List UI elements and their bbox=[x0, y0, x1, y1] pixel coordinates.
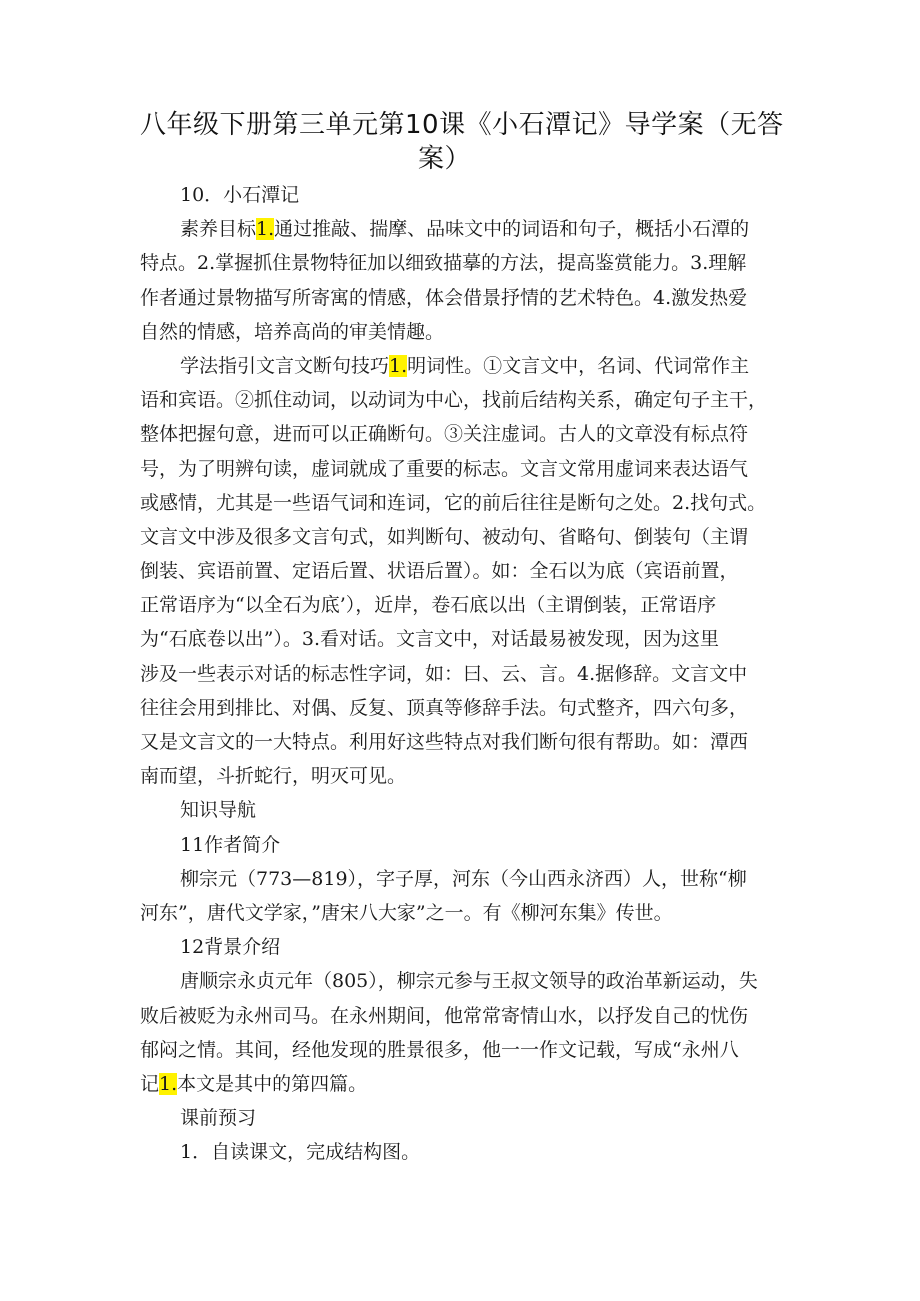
line-text: 知识导航 bbox=[180, 799, 257, 822]
title-line-2: 案） bbox=[418, 144, 472, 174]
text-line bbox=[140, 657, 790, 691]
line-text: 素养目标 bbox=[180, 218, 257, 241]
line-text: 倒装、宾语前置、定语后置、状语后置）。如：全石以为底（宾语前置， bbox=[140, 560, 739, 583]
text-line bbox=[140, 828, 790, 862]
text-line bbox=[140, 1101, 790, 1135]
line-text: 课前预习 bbox=[180, 1107, 257, 1130]
line-text: 又是文言文的一大特点。利用好这些特点对我们断句很有帮助。如：潭西 bbox=[140, 731, 749, 753]
text-line bbox=[140, 281, 790, 315]
text-line bbox=[140, 862, 790, 896]
text-line bbox=[140, 588, 790, 622]
line-text: 整体把握句意，进而可以正确断句。③关注虚词。古人的文章没有标点符 bbox=[140, 423, 749, 446]
text-line bbox=[140, 1067, 790, 1101]
line-text: 正常语序为“以全石为底’），近岸，卷石底以出（主谓倒装，正常语序 bbox=[140, 594, 717, 617]
text-line bbox=[140, 622, 790, 656]
text-line bbox=[140, 383, 790, 417]
highlighted-number: 1. bbox=[159, 1072, 178, 1095]
line-text: 特点。2.掌握抓住景物特征加以细致描摹的方法，提高鉴赏能力。3.理解 bbox=[140, 252, 747, 275]
line-text: 河东”，唐代文学家，”唐宋八大家”之一。有《柳河东集》传世。 bbox=[140, 901, 673, 924]
line-text: 为“石底卷以出”）。3.看对话。文言文中，对话最易被发现，因为这里 bbox=[140, 628, 720, 651]
text-line bbox=[140, 999, 790, 1033]
text-line bbox=[140, 178, 790, 212]
text-line bbox=[140, 930, 790, 964]
text-line bbox=[140, 417, 790, 451]
text-line bbox=[140, 725, 790, 759]
line-text: 记 bbox=[140, 1072, 160, 1095]
highlighted-number: 1. bbox=[389, 354, 408, 377]
line-text: 语和宾语。②抓住动词，以动词为中心，找前后结构关系，确定句子主干， bbox=[140, 389, 768, 412]
text-line bbox=[140, 1135, 790, 1169]
line-text: 11作者简介 bbox=[180, 833, 281, 856]
line-text: 涉及一些表示对话的标志性字词，如：曰、云、言。4.据修辞。文言文中 bbox=[140, 662, 748, 685]
text-line bbox=[140, 349, 790, 383]
text-line bbox=[140, 554, 790, 588]
text-line bbox=[140, 964, 790, 998]
line-text: 12背景介绍 bbox=[180, 936, 281, 959]
text-line bbox=[140, 896, 790, 930]
line-text: 自然的情感，培养高尚的审美情趣。 bbox=[140, 320, 445, 343]
text-line bbox=[140, 212, 790, 246]
text-line bbox=[140, 315, 790, 349]
text-line bbox=[140, 793, 790, 827]
document-title bbox=[140, 108, 800, 176]
line-text: 柳宗元（773—819），字子厚，河东（今山西永济西）人，世称“柳 bbox=[180, 867, 747, 890]
line-text: 文言文中涉及很多文言句式，如判断句、被动句、省略句、倒装句（主谓 bbox=[140, 525, 749, 548]
line-text-continued: 通过推敲、揣摩、品味文中的词语和句子，概括小石潭的 bbox=[274, 218, 750, 241]
text-line bbox=[140, 486, 790, 520]
line-text: 郁闷之情。其间，经他发现的胜景很多，他一一作文记载，写成“永州八 bbox=[140, 1038, 739, 1061]
text-line bbox=[140, 520, 790, 554]
text-line bbox=[140, 246, 790, 280]
line-text: 作者通过景物描写所寄寓的情感，体会借景抒情的艺术特色。4.激发热爱 bbox=[140, 286, 748, 309]
highlighted-number: 1. bbox=[256, 218, 275, 241]
line-text-continued: 本文是其中的第四篇。 bbox=[177, 1072, 368, 1095]
line-text: 唐顺宗永贞元年（805），柳宗元参与王叔文领导的政治革新运动，失 bbox=[180, 970, 758, 993]
line-text: 1．自读课文，完成结构图。 bbox=[180, 1141, 421, 1164]
line-text: 往往会用到排比、对偶、反复、顶真等修辞手法。句式整齐，四六句多， bbox=[140, 696, 749, 719]
text-line bbox=[140, 691, 790, 725]
line-text: 学法指引文言文断句技巧 bbox=[180, 354, 390, 377]
line-text: 10．小石潭记 bbox=[180, 184, 300, 206]
text-line bbox=[140, 759, 790, 793]
line-text: 号，为了明辨句读，虚词就成了重要的标志。文言文常用虚词来表达语气 bbox=[140, 457, 749, 480]
line-text: 或感情，尤其是一些语气词和连词，它的前后往往是断句之处。2.找句式。 bbox=[140, 491, 767, 514]
line-text-continued: 明词性。①文言文中，名词、代词常作主 bbox=[407, 354, 750, 377]
line-text: 南而望，斗折蛇行，明灭可见。 bbox=[140, 765, 407, 788]
text-line bbox=[140, 1033, 790, 1067]
title-line-1: 八年级下册第三单元第10课《小石潭记》导学案（无答 bbox=[140, 110, 784, 140]
document-body bbox=[140, 178, 790, 1169]
line-text: 败后被贬为永州司马。在永州期间，他常常寄情山水，以抒发自己的忧伤 bbox=[140, 1004, 749, 1027]
text-line bbox=[140, 452, 790, 486]
